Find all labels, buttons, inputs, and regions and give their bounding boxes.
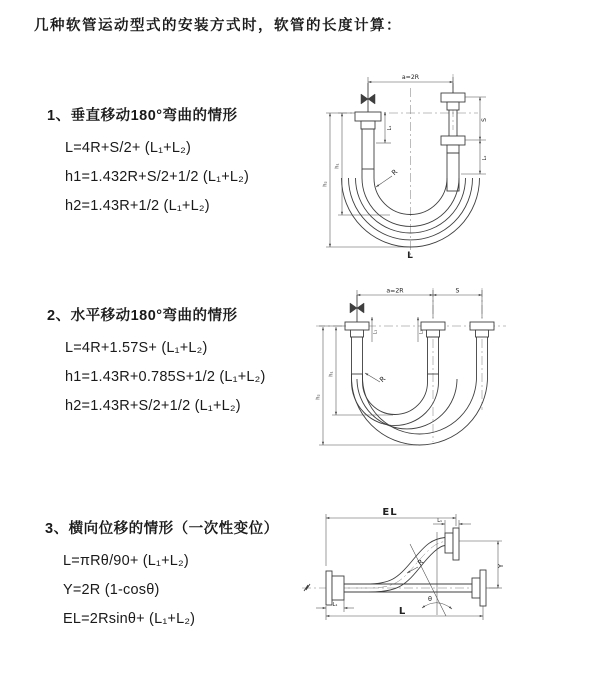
flange (476, 330, 489, 337)
section-3-heading: 3、横向位移的情形（一次性变位） (45, 521, 279, 537)
flange (345, 322, 369, 330)
dim-label-l2: L₂ (482, 155, 488, 161)
dim-label-h1: h₁ (328, 371, 335, 377)
section-2 (47, 304, 266, 421)
flange (453, 528, 459, 560)
flange (355, 112, 381, 121)
braided-hose-section (362, 129, 374, 169)
dim-label-length: L (398, 606, 406, 617)
formula-line: L=πRθ/90+ (L₁+L₂) (63, 553, 189, 569)
flange (447, 102, 459, 110)
flange (480, 570, 486, 606)
flange (472, 578, 480, 598)
dim-label-r: R (378, 374, 388, 385)
formula-line: EL=2Rsinθ+ (L₁+L₂) (63, 611, 196, 627)
dim-label-r: R (416, 557, 426, 568)
formula-line: h2=1.43R+S/2+1/2 (L₁+L₂) (65, 398, 241, 414)
dim-label-theta: θ (428, 595, 432, 603)
diagram-horizontal-180-bend (310, 282, 600, 454)
section-2-heading: 2、水平移动180°弯曲的情形 (47, 308, 238, 324)
dim-label-l1-top: L₁ (437, 518, 442, 524)
dim-label-r: R (390, 167, 400, 178)
formula-line: L=4R+1.57S+ (L₁+L₂) (65, 340, 208, 356)
flange (445, 533, 453, 553)
dim-label-l1: L₁ (373, 329, 379, 335)
dim-label-l1-bottom: L₁ (332, 602, 338, 608)
dim-label-length: L (407, 251, 413, 261)
hose-u-bend (352, 374, 488, 445)
diagram-lateral-displacement (298, 502, 600, 650)
dim-label-h2: h₂ (322, 181, 329, 187)
dim-label-l1: L₁ (387, 125, 393, 131)
formula-line: h1=1.432R+S/2+1/2 (L₁+L₂) (65, 169, 250, 185)
flange (332, 576, 344, 600)
section-1 (47, 104, 249, 221)
dim-label-h2: h₂ (315, 394, 322, 400)
construction-line (410, 544, 446, 616)
diagram-vertical-180-bend (310, 66, 600, 262)
dim-label-h1: h₁ (334, 163, 341, 169)
flange (447, 145, 459, 153)
dim-label-s: S (455, 287, 460, 295)
flange (361, 121, 375, 129)
flange (470, 322, 494, 330)
flange (441, 93, 465, 102)
braided-hose-section (352, 337, 363, 374)
flange (427, 330, 440, 337)
page-title: 几种软管运动型式的安装方式时，软管的长度计算： (34, 18, 402, 34)
dim-label-s: S (481, 118, 488, 122)
dim-label-el: EL (382, 507, 398, 518)
formula-line: h1=1.43R+0.785S+1/2 (L₁+L₂) (65, 369, 266, 385)
flange (351, 330, 364, 337)
section-1-heading: 1、垂直移动180°弯曲的情形 (47, 108, 238, 124)
braided-hose-section (447, 153, 459, 191)
formula-line: L=4R+S/2+ (L₁+L₂) (65, 140, 191, 156)
flange (326, 571, 332, 605)
section-3 (45, 517, 279, 634)
break-mark (304, 584, 310, 591)
flange (421, 322, 445, 330)
dim-label-span: a=2R (386, 287, 404, 295)
dim-label-span: a=2R (401, 74, 420, 81)
dim-label-l2: L₂ (419, 329, 425, 335)
flange (441, 136, 465, 145)
formula-line: Y=2R (1-cosθ) (63, 582, 160, 598)
dim-label-y: Y (497, 563, 505, 569)
formula-line: h2=1.43R+1/2 (L₁+L₂) (65, 198, 210, 214)
